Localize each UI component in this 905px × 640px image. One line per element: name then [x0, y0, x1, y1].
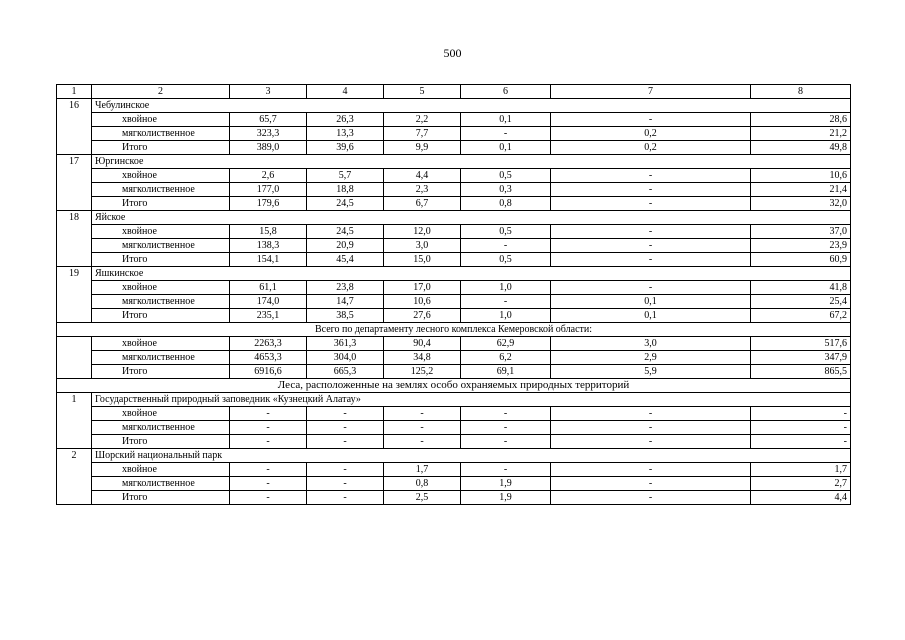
- header-cell: 3: [230, 85, 307, 99]
- value-cell: -: [551, 477, 751, 491]
- group-number: 2: [57, 449, 92, 505]
- value-cell: 1,7: [384, 463, 461, 477]
- value-cell: 304,0: [307, 351, 384, 365]
- value-cell: -: [307, 491, 384, 505]
- empty-number-cell: [57, 337, 92, 379]
- row-label: хвойное: [92, 407, 230, 421]
- value-cell: 2,3: [384, 183, 461, 197]
- value-cell: 5,9: [551, 365, 751, 379]
- table-row: [57, 253, 851, 267]
- value-cell: 0,1: [461, 141, 551, 155]
- value-cell: -: [230, 407, 307, 421]
- value-cell: 2,5: [384, 491, 461, 505]
- value-cell: 6916,6: [230, 365, 307, 379]
- section-caption: Леса, расположенные на землях особо охраняемых природных территорий: [57, 379, 851, 393]
- value-cell: 2263,3: [230, 337, 307, 351]
- value-cell: 21,4: [751, 183, 851, 197]
- value-cell: -: [551, 113, 751, 127]
- value-cell: 3,0: [384, 239, 461, 253]
- header-row: [57, 85, 851, 99]
- row-label: хвойное: [92, 225, 230, 239]
- value-cell: 0,1: [551, 309, 751, 323]
- value-cell: -: [461, 421, 551, 435]
- value-cell: 0,3: [461, 183, 551, 197]
- table-row: [57, 309, 851, 323]
- value-cell: 177,0: [230, 183, 307, 197]
- row-label: мягколиственное: [92, 421, 230, 435]
- row-label: мягколиственное: [92, 351, 230, 365]
- group-name: Яшкинское: [92, 267, 851, 281]
- row-label: мягколиственное: [92, 239, 230, 253]
- value-cell: 24,5: [307, 225, 384, 239]
- value-cell: 174,0: [230, 295, 307, 309]
- total-caption-row: [57, 323, 851, 337]
- value-cell: 15,8: [230, 225, 307, 239]
- group-title-row: [57, 393, 851, 407]
- row-label: Итого: [92, 491, 230, 505]
- value-cell: 12,0: [384, 225, 461, 239]
- value-cell: 0,1: [551, 295, 751, 309]
- value-cell: -: [551, 281, 751, 295]
- table-row: [57, 351, 851, 365]
- group-number: 16: [57, 99, 92, 155]
- row-label: хвойное: [92, 169, 230, 183]
- table-row: [57, 197, 851, 211]
- value-cell: 138,3: [230, 239, 307, 253]
- value-cell: -: [230, 463, 307, 477]
- value-cell: 1,0: [461, 309, 551, 323]
- group-title-row: [57, 211, 851, 225]
- value-cell: -: [307, 407, 384, 421]
- value-cell: -: [461, 435, 551, 449]
- value-cell: 25,4: [751, 295, 851, 309]
- value-cell: 32,0: [751, 197, 851, 211]
- group-title-row: [57, 155, 851, 169]
- value-cell: 49,8: [751, 141, 851, 155]
- value-cell: 389,0: [230, 141, 307, 155]
- value-cell: -: [461, 407, 551, 421]
- value-cell: 0,8: [461, 197, 551, 211]
- value-cell: -: [230, 491, 307, 505]
- value-cell: -: [461, 127, 551, 141]
- value-cell: 2,9: [551, 351, 751, 365]
- header-cell: 5: [384, 85, 461, 99]
- value-cell: 38,5: [307, 309, 384, 323]
- group-name: Шорский национальный парк: [92, 449, 851, 463]
- value-cell: -: [307, 421, 384, 435]
- value-cell: -: [307, 477, 384, 491]
- row-label: мягколиственное: [92, 477, 230, 491]
- table-row: [57, 113, 851, 127]
- value-cell: 20,9: [307, 239, 384, 253]
- table-row: [57, 407, 851, 421]
- value-cell: -: [551, 183, 751, 197]
- header-cell: 4: [307, 85, 384, 99]
- group-number: 18: [57, 211, 92, 267]
- header-cell: 8: [751, 85, 851, 99]
- header-cell: 6: [461, 85, 551, 99]
- section-caption-row: [57, 379, 851, 393]
- value-cell: -: [751, 435, 851, 449]
- value-cell: 3,0: [551, 337, 751, 351]
- row-label: мягколиственное: [92, 295, 230, 309]
- group-title-row: [57, 267, 851, 281]
- row-label: хвойное: [92, 337, 230, 351]
- value-cell: 37,0: [751, 225, 851, 239]
- value-cell: -: [307, 435, 384, 449]
- value-cell: -: [751, 407, 851, 421]
- value-cell: 61,1: [230, 281, 307, 295]
- value-cell: 60,9: [751, 253, 851, 267]
- row-label: Итого: [92, 365, 230, 379]
- value-cell: 179,6: [230, 197, 307, 211]
- value-cell: 28,6: [751, 113, 851, 127]
- value-cell: 45,4: [307, 253, 384, 267]
- row-label: хвойное: [92, 113, 230, 127]
- table-row: [57, 435, 851, 449]
- row-label: хвойное: [92, 463, 230, 477]
- forest-data-table: [56, 84, 851, 505]
- row-label: Итого: [92, 253, 230, 267]
- table-row: [57, 169, 851, 183]
- value-cell: -: [551, 407, 751, 421]
- value-cell: 69,1: [461, 365, 551, 379]
- value-cell: -: [551, 239, 751, 253]
- table-row: [57, 463, 851, 477]
- group-number: 1: [57, 393, 92, 449]
- value-cell: 0,2: [551, 141, 751, 155]
- value-cell: -: [230, 477, 307, 491]
- value-cell: 2,2: [384, 113, 461, 127]
- value-cell: 6,2: [461, 351, 551, 365]
- value-cell: -: [384, 435, 461, 449]
- value-cell: 1,9: [461, 477, 551, 491]
- value-cell: 14,7: [307, 295, 384, 309]
- value-cell: -: [307, 463, 384, 477]
- value-cell: 67,2: [751, 309, 851, 323]
- value-cell: 15,0: [384, 253, 461, 267]
- value-cell: -: [461, 295, 551, 309]
- value-cell: 10,6: [384, 295, 461, 309]
- value-cell: 2,6: [230, 169, 307, 183]
- value-cell: 1,7: [751, 463, 851, 477]
- value-cell: 0,2: [551, 127, 751, 141]
- value-cell: 41,8: [751, 281, 851, 295]
- value-cell: 65,7: [230, 113, 307, 127]
- value-cell: 4,4: [751, 491, 851, 505]
- value-cell: -: [230, 421, 307, 435]
- group-title-row: [57, 449, 851, 463]
- row-label: Итого: [92, 197, 230, 211]
- value-cell: 0,5: [461, 169, 551, 183]
- value-cell: -: [551, 463, 751, 477]
- group-number: 17: [57, 155, 92, 211]
- header-cell: 7: [551, 85, 751, 99]
- value-cell: 18,8: [307, 183, 384, 197]
- value-cell: 0,5: [461, 225, 551, 239]
- table-row: [57, 281, 851, 295]
- value-cell: 24,5: [307, 197, 384, 211]
- row-label: Итого: [92, 435, 230, 449]
- value-cell: 1,0: [461, 281, 551, 295]
- value-cell: -: [551, 197, 751, 211]
- value-cell: 0,1: [461, 113, 551, 127]
- value-cell: 13,3: [307, 127, 384, 141]
- value-cell: 27,6: [384, 309, 461, 323]
- value-cell: 517,6: [751, 337, 851, 351]
- table-row: [57, 225, 851, 239]
- value-cell: 4,4: [384, 169, 461, 183]
- value-cell: 26,3: [307, 113, 384, 127]
- group-name: Государственный природный заповедник «Кузнецкий Алатау»: [92, 393, 851, 407]
- group-name: Яйское: [92, 211, 851, 225]
- table-row: [57, 365, 851, 379]
- value-cell: -: [751, 421, 851, 435]
- value-cell: 17,0: [384, 281, 461, 295]
- value-cell: 2,7: [751, 477, 851, 491]
- value-cell: 154,1: [230, 253, 307, 267]
- table-row: [57, 239, 851, 253]
- total-caption: Всего по департаменту лесного комплекса Кемеровской области:: [57, 323, 851, 337]
- value-cell: -: [551, 169, 751, 183]
- value-cell: 361,3: [307, 337, 384, 351]
- group-number: 19: [57, 267, 92, 323]
- value-cell: 347,9: [751, 351, 851, 365]
- value-cell: -: [384, 407, 461, 421]
- page-number: 500: [443, 46, 462, 60]
- table-row: [57, 491, 851, 505]
- value-cell: 6,7: [384, 197, 461, 211]
- value-cell: 665,3: [307, 365, 384, 379]
- table-row: [57, 337, 851, 351]
- value-cell: 323,3: [230, 127, 307, 141]
- value-cell: 125,2: [384, 365, 461, 379]
- group-title-row: [57, 99, 851, 113]
- value-cell: 865,5: [751, 365, 851, 379]
- row-label: Итого: [92, 309, 230, 323]
- row-label: Итого: [92, 141, 230, 155]
- table-body: [57, 85, 851, 505]
- value-cell: -: [551, 421, 751, 435]
- value-cell: -: [551, 491, 751, 505]
- value-cell: -: [551, 435, 751, 449]
- value-cell: 23,8: [307, 281, 384, 295]
- row-label: хвойное: [92, 281, 230, 295]
- row-label: мягколиственное: [92, 183, 230, 197]
- value-cell: 21,2: [751, 127, 851, 141]
- value-cell: -: [551, 225, 751, 239]
- value-cell: 9,9: [384, 141, 461, 155]
- value-cell: 7,7: [384, 127, 461, 141]
- table-row: [57, 295, 851, 309]
- table-row: [57, 141, 851, 155]
- value-cell: -: [230, 435, 307, 449]
- value-cell: -: [461, 463, 551, 477]
- value-cell: 62,9: [461, 337, 551, 351]
- value-cell: 0,5: [461, 253, 551, 267]
- value-cell: 34,8: [384, 351, 461, 365]
- table-row: [57, 127, 851, 141]
- value-cell: 90,4: [384, 337, 461, 351]
- value-cell: -: [384, 421, 461, 435]
- header-cell: 1: [57, 85, 92, 99]
- value-cell: 23,9: [751, 239, 851, 253]
- table-row: [57, 477, 851, 491]
- header-cell: 2: [92, 85, 230, 99]
- row-label: мягколиственное: [92, 127, 230, 141]
- table-row: [57, 183, 851, 197]
- value-cell: -: [461, 239, 551, 253]
- value-cell: 39,6: [307, 141, 384, 155]
- value-cell: 4653,3: [230, 351, 307, 365]
- group-name: Юргинское: [92, 155, 851, 169]
- value-cell: 0,8: [384, 477, 461, 491]
- value-cell: 10,6: [751, 169, 851, 183]
- value-cell: 1,9: [461, 491, 551, 505]
- table-row: [57, 421, 851, 435]
- value-cell: 5,7: [307, 169, 384, 183]
- group-name: Чебулинское: [92, 99, 851, 113]
- value-cell: 235,1: [230, 309, 307, 323]
- value-cell: -: [551, 253, 751, 267]
